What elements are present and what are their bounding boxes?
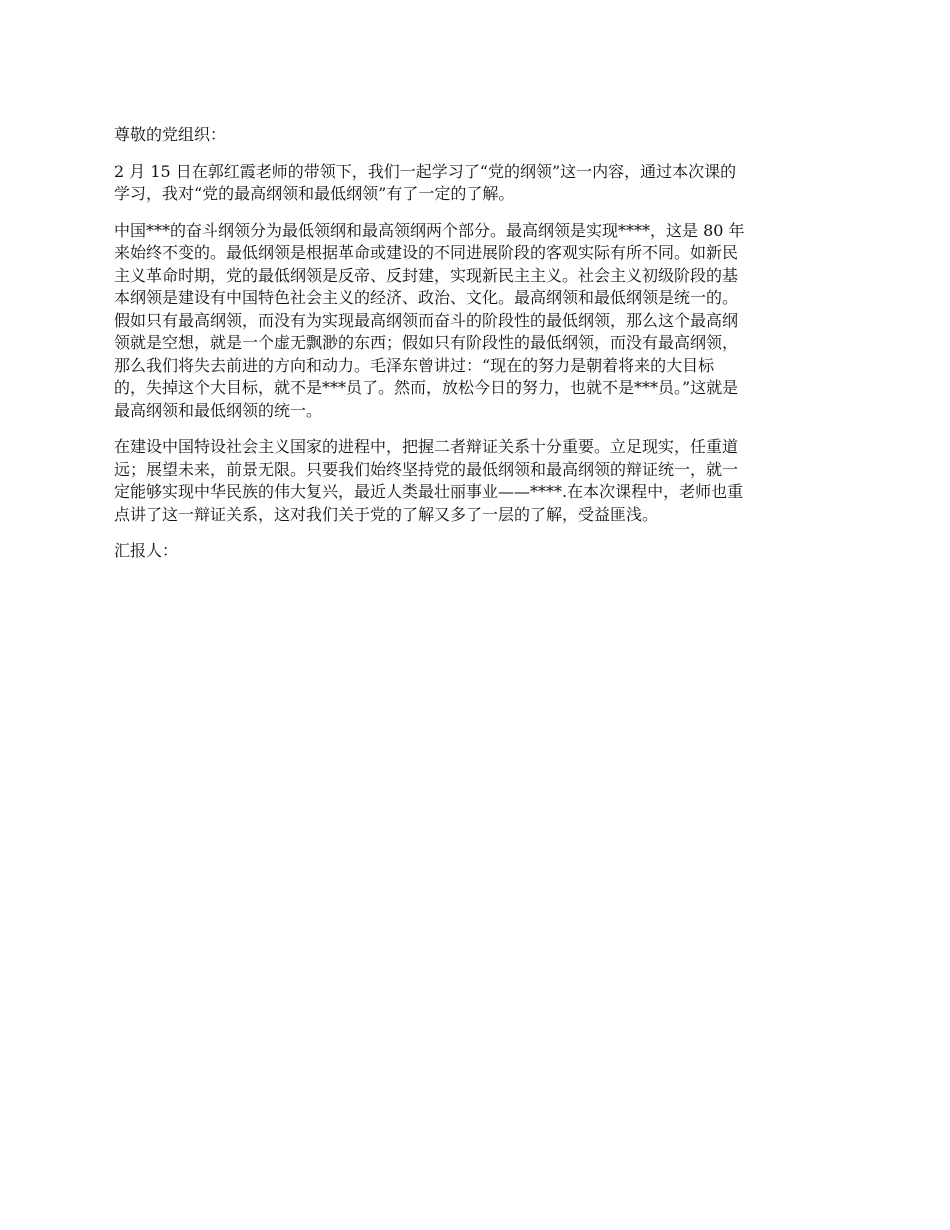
paragraph-line: 2 月 15 日在郭红霞老师的带领下，我们一起学习了“党的纲领”这一内容，通过本次课的	[114, 161, 737, 181]
paragraph-line: 的，失掉这个大目标，就不是***员了。然而，放松今日的努力，也就不是***员。”这就是	[114, 378, 739, 397]
paragraph-line: 本纲领是建设有中国特色社会主义的经济、政治、文化。最高纲领和最低纲领是统一的。	[114, 288, 739, 307]
document-page	[114, 124, 838, 577]
paragraph-line: 那么我们将失去前进的方向和动力。毛泽东曾讲过：“现在的努力是朝着将来的大目标	[114, 355, 715, 375]
paragraph-line: 定能够实现中华民族的伟大复兴，最近人类最壮丽事业——****.在本次课程中，老师也重	[114, 482, 744, 501]
paragraph-line: 最高纲领和最低纲领的统一。	[114, 400, 323, 420]
salutation-text: 尊敬的党组织：	[114, 125, 227, 144]
paragraph-line: 远；展望未来，前景无限。只要我们始终坚持党的最低纲领和最高纲领的辩证统一，就一	[114, 459, 739, 479]
paragraph-line: 在建设中国特设社会主义国家的进程中，把握二者辩证关系十分重要。立足现实，任重道	[114, 437, 739, 456]
salutation	[114, 124, 838, 147]
signature-label: 汇报人：	[114, 541, 179, 560]
paragraph-line: 领就是空想，就是一个虚无飘渺的东西；假如只有阶段性的最低纲领，而没有最高纲领，	[114, 333, 739, 352]
paragraph-line: 来始终不变的。最低纲领是根据革命或建设的不同进展阶段的客观实际有所不同。如新民	[114, 243, 739, 262]
paragraph-3	[114, 436, 838, 526]
paragraph-2	[114, 220, 838, 423]
paragraph-line: 主义革命时期，党的最低纲领是反帝、反封建，实现新民主主义。社会主义初级阶段的基	[114, 265, 739, 285]
paragraph-line: 假如只有最高纲领，而没有为实现最高纲领而奋斗的阶段性的最低纲领，那么这个最高纲	[114, 310, 739, 330]
paragraph-line: 点讲了这一辩证关系，这对我们关于党的了解又多了一层的了解，受益匪浅。	[114, 504, 659, 524]
paragraph-1	[114, 161, 838, 206]
signature	[114, 540, 838, 563]
paragraph-line: 学习，我对“党的最高纲领和最低纲领”有了一定的了解。	[114, 184, 515, 203]
paragraph-line: 中国***的奋斗纲领分为最低领纲和最高领纲两个部分。最高纲领是实现****，这是 80 年	[114, 220, 745, 240]
